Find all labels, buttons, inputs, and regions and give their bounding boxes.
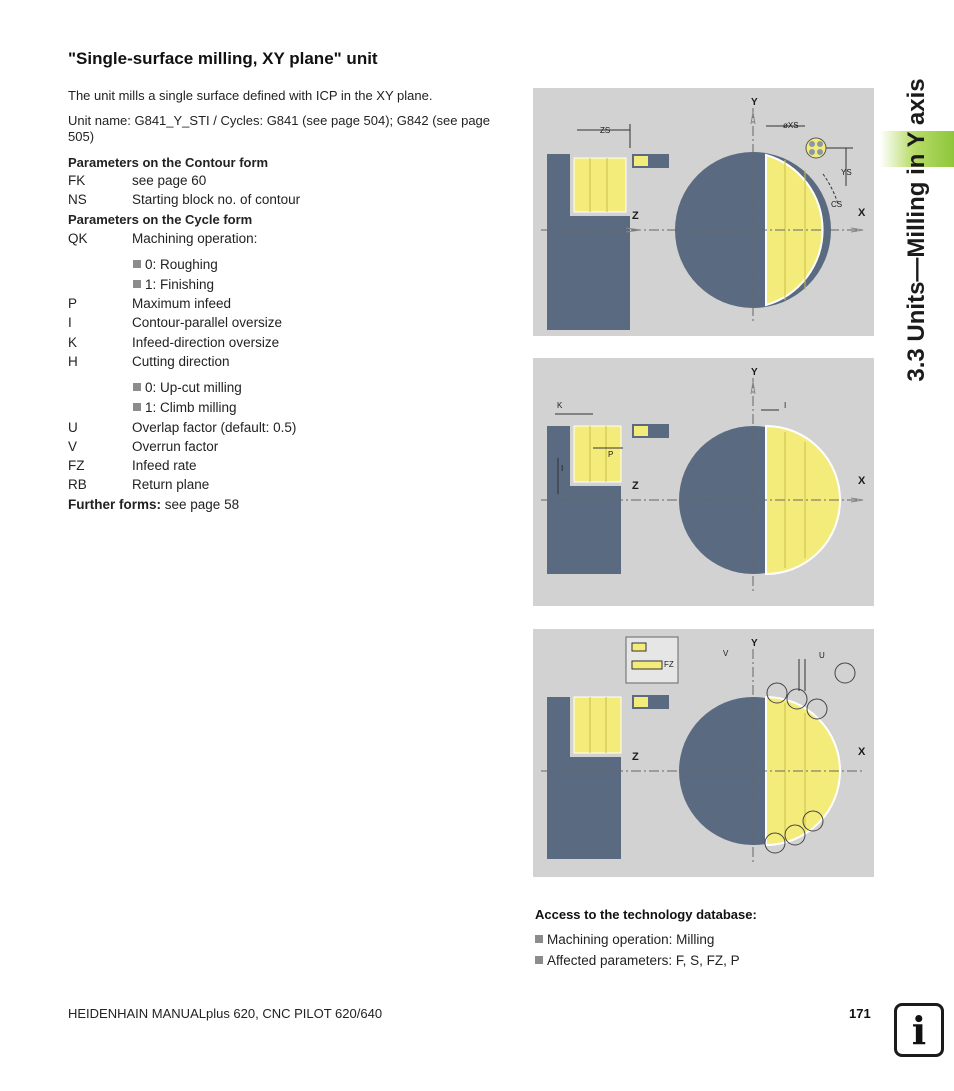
param-key: I — [68, 315, 72, 330]
param-key: RB — [68, 477, 87, 492]
access-item: Affected parameters: F, S, FZ, P — [535, 953, 740, 968]
option-item: 0: Up-cut milling — [133, 380, 242, 395]
label-i-vertical: I — [561, 464, 564, 473]
bullet-square-icon — [535, 935, 543, 943]
option-item: 1: Climb milling — [133, 400, 237, 415]
intro-text: The unit mills a single surface defined with ICP in the XY plane. — [68, 88, 433, 103]
param-key: FZ — [68, 458, 85, 473]
axis-label-z: Z — [632, 480, 639, 492]
label-k: K — [557, 401, 563, 410]
param-desc: Infeed rate — [132, 458, 197, 473]
label-cs: CS — [831, 200, 843, 209]
figure-oversize-params — [533, 358, 874, 606]
further-forms — [68, 497, 239, 513]
param-key: NS — [68, 192, 87, 207]
bullet-square-icon — [133, 260, 141, 268]
param-desc: Return plane — [132, 477, 210, 492]
param-key: K — [68, 335, 78, 350]
param-key: V — [68, 439, 78, 454]
param-desc: see page 60 — [132, 173, 207, 188]
bullet-square-icon — [133, 383, 141, 391]
param-desc: Maximum infeed — [132, 296, 232, 311]
label-v: V — [723, 649, 729, 658]
axis-label-z: Z — [632, 751, 639, 763]
label-ys: YS — [841, 168, 852, 177]
label-zs: ZS — [600, 126, 611, 135]
label-xs: øXS — [783, 121, 799, 130]
axis-label-x: X — [858, 475, 866, 487]
param-desc: Starting block no. of contour — [132, 192, 301, 207]
access-item: Machining operation: Milling — [535, 932, 714, 947]
axis-label-y: Y — [751, 367, 758, 378]
param-key: H — [68, 354, 78, 369]
axis-label-x: X — [858, 207, 866, 219]
param-desc: Machining operation: — [132, 231, 258, 246]
section-heading: "Single-surface milling, XY plane" unit — [68, 49, 378, 68]
contour-form-title: Parameters on the Contour form — [68, 155, 269, 170]
param-key: P — [68, 296, 78, 311]
page-number: 171 — [849, 1006, 871, 1021]
param-desc: Contour-parallel oversize — [132, 315, 283, 330]
chapter-title-text: 3.3 Units—Milling in Y axis — [903, 78, 930, 382]
param-desc: Infeed-direction oversize — [132, 335, 280, 350]
axis-label-y: Y — [751, 638, 758, 649]
cycle-form-title: Parameters on the Cycle form — [68, 212, 253, 227]
bullet-square-icon — [535, 956, 543, 964]
figure-overlap-overrun — [533, 629, 874, 877]
axis-label-x: X — [858, 746, 866, 758]
footer-manual-title: HEIDENHAIN MANUALplus 620, CNC PILOT 620/640 — [68, 1006, 383, 1021]
label-u: U — [819, 651, 825, 660]
param-desc: Overlap factor (default: 0.5) — [132, 420, 297, 435]
bullet-square-icon — [133, 403, 141, 411]
option-item: 0: Roughing — [133, 257, 218, 272]
param-desc: Cutting direction — [132, 354, 230, 369]
further-forms-link[interactable]: see page 58 — [161, 497, 240, 512]
access-title: Access to the technology database: — [535, 907, 757, 922]
param-key: U — [68, 420, 78, 435]
chapter-title — [892, 60, 942, 400]
label-fz: FZ — [664, 660, 674, 669]
option-item: 1: Finishing — [133, 277, 214, 292]
label-i: I — [784, 401, 787, 410]
figure-single-surface-params — [533, 88, 874, 336]
info-icon: i — [894, 1003, 944, 1057]
param-desc: Overrun factor — [132, 439, 219, 454]
axis-label-z: Z — [632, 210, 639, 222]
param-key: QK — [68, 231, 88, 246]
unit-name-text: Unit name: G841_Y_STI / Cycles: G841 (see page 504); G842 (see page 505) — [68, 113, 491, 144]
further-forms-label: Further forms: — [68, 497, 162, 512]
axis-label-y: Y — [751, 97, 758, 108]
param-key: FK — [68, 173, 86, 188]
bullet-square-icon — [133, 280, 141, 288]
label-p: P — [608, 450, 614, 459]
